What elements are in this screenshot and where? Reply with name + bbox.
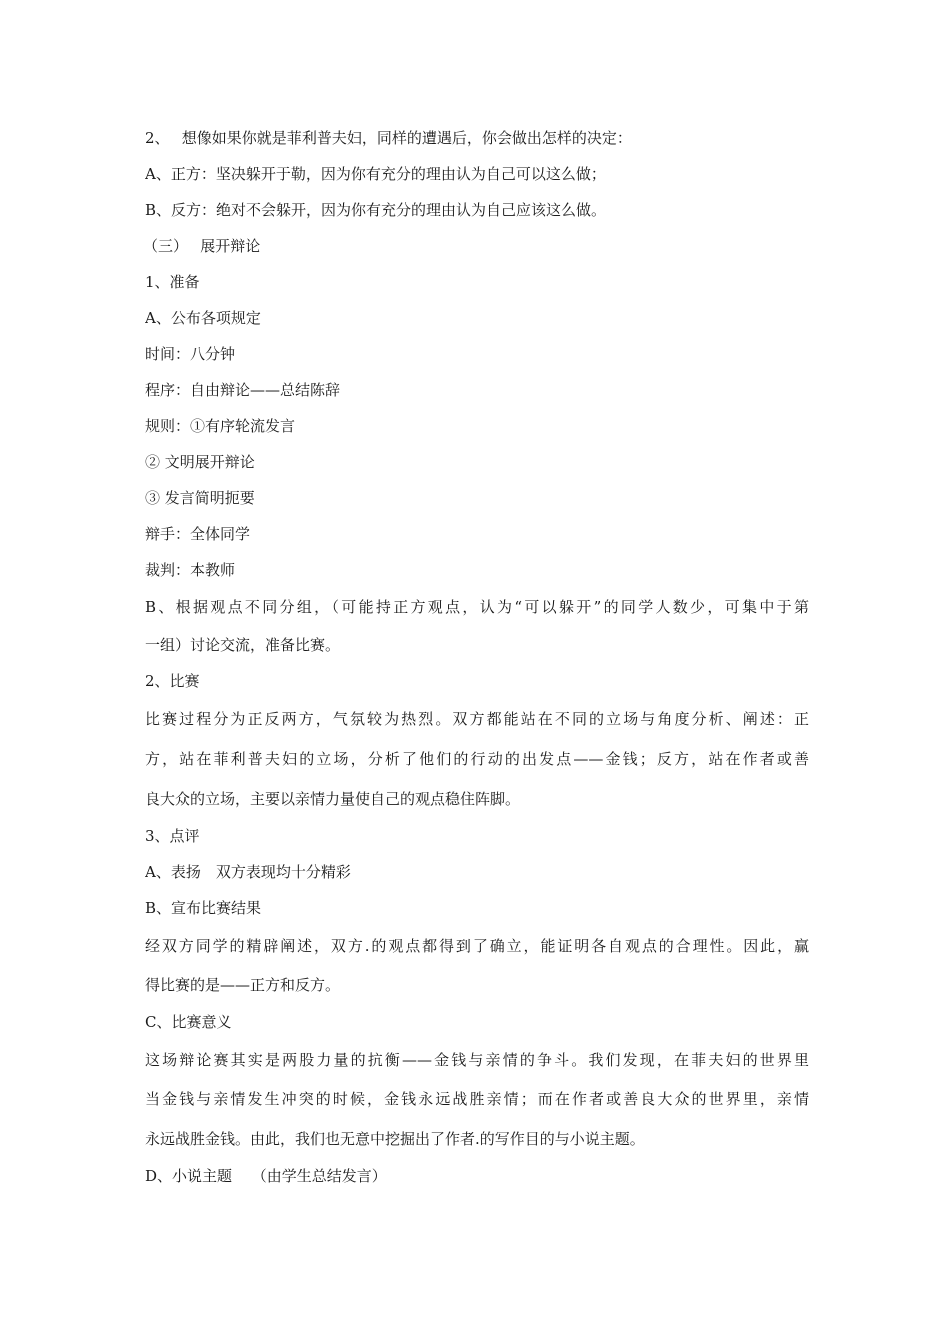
rules-heading: A、公布各项规定: [145, 309, 261, 327]
rule-judge: 裁判：本教师: [145, 561, 236, 579]
competition-paragraph-line-3: 良大众的立场，主要以亲情力量使自己的观点稳住阵脚。: [145, 790, 521, 808]
theme-heading: D、小说主题 （由学生总结发言）: [145, 1167, 387, 1185]
grouping-paragraph-line-2: 一组）讨论交流，准备比赛。: [145, 636, 341, 654]
question-2: 2、 想像如果你就是菲利普夫妇，同样的遭遇后，你会做出怎样的决定：: [145, 129, 632, 147]
rule-debaters: 辩手：全体同学: [145, 525, 251, 543]
grouping-paragraph-line-1: B、根据观点不同分组，（可能持正方观点，认为“可以躲开”的同学人数少，可集中于第: [145, 598, 809, 616]
significance-paragraph-line-3: 永远战胜金钱。由此，我们也无意中挖掘出了作者.的写作目的与小说主题。: [145, 1130, 645, 1148]
option-b: B、反方：绝对不会躲开，因为你有充分的理由认为自己应该这么做。: [145, 201, 607, 219]
review-praise: A、表扬 双方表现均十分精彩: [145, 863, 351, 881]
significance-heading: C、比赛意义: [145, 1013, 232, 1031]
section-heading: （三） 展开辩论: [143, 237, 261, 255]
rule-procedure: 程序：自由辩论——总结陈辞: [145, 381, 341, 399]
result-paragraph-line-1: 经双方同学的精辟阐述，双方.的观点都得到了确立，能证明各自观点的合理性。因此，赢: [145, 937, 809, 955]
step-1-heading: 1、准备: [145, 273, 200, 291]
rule-order: 规则：①有序轮流发言: [145, 417, 296, 435]
result-paragraph-line-2: 得比赛的是——正方和反方。: [145, 976, 341, 994]
significance-paragraph-line-1: 这场辩论赛其实是两股力量的抗衡——金钱与亲情的争斗。我们发现，在菲夫妇的世界里: [145, 1051, 809, 1069]
step-2-heading: 2、比赛: [145, 672, 200, 690]
rule-time: 时间：八分钟: [145, 345, 236, 363]
step-3-heading: 3、点评: [145, 827, 200, 845]
rule-concise: ③ 发言简明扼要: [145, 489, 255, 507]
rule-civil: ② 文明展开辩论: [145, 453, 255, 471]
option-a: A、正方：坚决躲开于勒，因为你有充分的理由认为自己可以这么做；: [145, 165, 606, 183]
competition-paragraph-line-1: 比赛过程分为正反两方，气氛较为热烈。双方都能站在不同的立场与角度分析、阐述：正: [145, 710, 809, 728]
competition-paragraph-line-2: 方，站在菲利普夫妇的立场，分析了他们的行动的出发点——金钱；反方，站在作者或善: [145, 750, 809, 768]
significance-paragraph-line-2: 当金钱与亲情发生冲突的时候，金钱永远战胜亲情；而在作者或善良大众的世界里，亲情: [145, 1090, 809, 1108]
review-result-heading: B、宣布比赛结果: [145, 899, 262, 917]
